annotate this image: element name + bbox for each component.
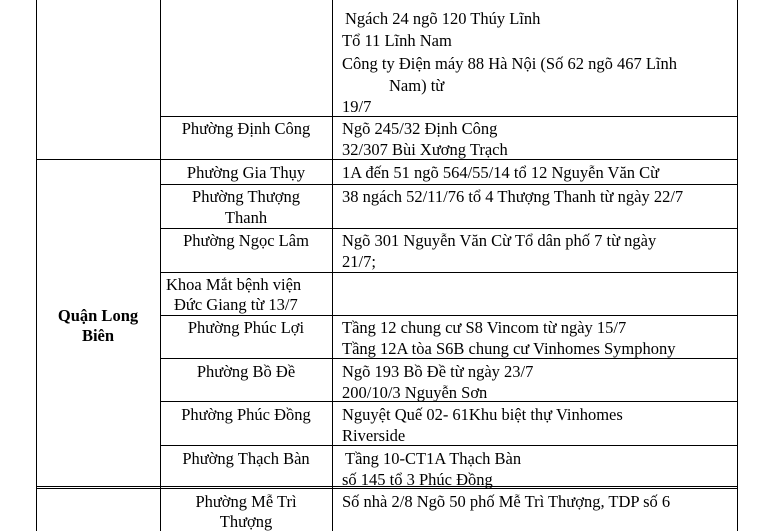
ward-name: Phường Gia Thụy	[186, 163, 306, 182]
address-line: số 145 tổ 3 Phúc Đồng	[342, 470, 493, 489]
ward-name: Thanh	[224, 208, 268, 227]
address-line: Công ty Điện máy 88 Hà Nội (Số 62 ngõ 467 Lĩnh	[342, 54, 678, 73]
ward-name: Thượng	[219, 512, 273, 531]
address-line: 38 ngách 52/11/76 tổ 4 Thượng Thanh từ ngày 22/7	[342, 187, 684, 206]
address-line: Số nhà 2/8 Ngõ 50 phố Mễ Trì Thượng, TDP số 6	[342, 492, 671, 511]
row-divider	[160, 116, 738, 117]
ward-name: Khoa Mắt bệnh viện	[166, 275, 302, 294]
address-line: Tổ 11 Lĩnh Nam	[342, 31, 452, 50]
address-line: 200/10/3 Nguyễn Sơn	[342, 383, 488, 402]
address-line: Ngõ 301 Nguyễn Văn Cừ Tổ dân phố 7 từ ngày	[342, 231, 657, 250]
district-name-line1: Quận Long	[57, 306, 139, 325]
ward-name: Phường Thạch Bàn	[182, 449, 310, 468]
address-line: 32/307 Bùi Xương Trạch	[342, 140, 508, 159]
ward-name: Phường Phúc Đồng	[181, 405, 311, 424]
address-line: 19/7	[342, 97, 372, 116]
row-divider	[160, 272, 738, 273]
row-divider	[160, 228, 738, 229]
address-line: Tầng 12A tòa S6B chung cư Vinhomes Symphony	[342, 339, 676, 358]
ward-name: Phường Định Công	[181, 119, 311, 138]
ward-name: Phường Phúc Lợi	[187, 318, 305, 337]
ward-name: Phường Mễ Trì	[195, 492, 297, 511]
address-line: Riverside	[342, 426, 406, 445]
ward-name: Phường Bồ Đề	[196, 362, 296, 381]
row-divider	[160, 315, 738, 316]
address-line: 1A đến 51 ngõ 564/55/14 tổ 12 Nguyễn Văn Cừ	[342, 163, 660, 182]
ward-name: Đức Giang từ 13/7	[174, 295, 298, 314]
district-name-line2: Biên	[81, 326, 115, 345]
address-line: Ngõ 245/32 Định Công	[342, 119, 498, 138]
address-line: Ngõ 193 Bồ Đề từ ngày 23/7	[342, 362, 534, 381]
address-line: Nam) từ	[389, 76, 445, 95]
border-col2-right	[332, 0, 333, 531]
address-line: Nguyệt Quế 02- 61Khu biệt thự Vinhomes	[342, 405, 623, 424]
row-divider	[160, 445, 738, 446]
address-line: Tầng 12 chung cư S8 Vincom từ ngày 15/7	[342, 318, 627, 337]
row-divider	[160, 184, 738, 185]
address-line: Ngách 24 ngõ 120 Thúy Lĩnh	[345, 9, 541, 28]
address-line: 21/7;	[342, 252, 376, 271]
ward-name: Phường Thượng	[192, 187, 300, 206]
border-left	[36, 0, 37, 531]
border-right	[737, 0, 738, 531]
address-line: Tầng 10-CT1A Thạch Bàn	[345, 449, 522, 468]
ward-name: Phường Ngọc Lâm	[183, 231, 309, 250]
